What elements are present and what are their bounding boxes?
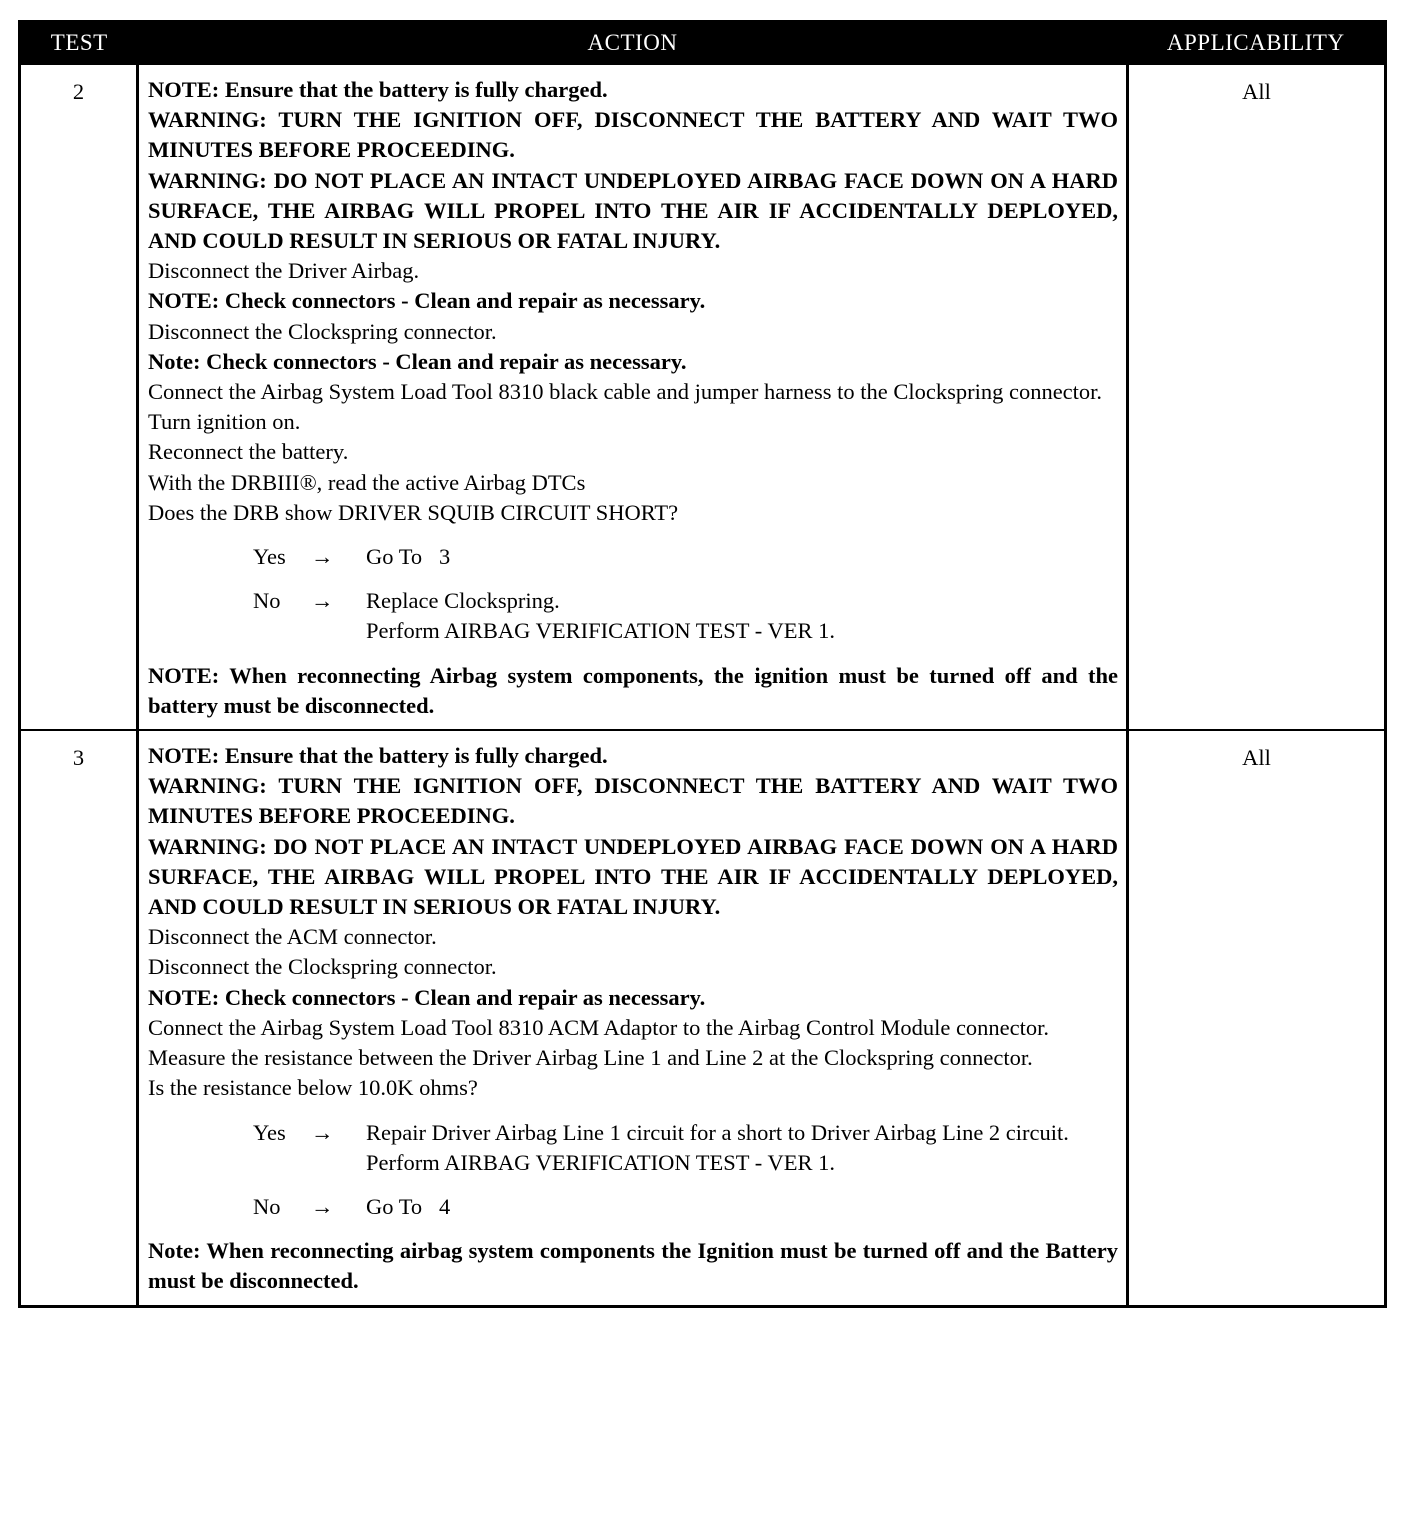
header-applicability: APPLICABILITY bbox=[1128, 22, 1386, 65]
table-row bbox=[20, 730, 1386, 1306]
action-step: Disconnect the ACM connector. bbox=[148, 924, 437, 950]
arrow-right-icon: → bbox=[311, 588, 334, 614]
test-action-cell bbox=[138, 64, 1128, 730]
action-note: NOTE: Check connectors - Clean and repair as necessary. bbox=[148, 288, 706, 314]
decision-result-line: Go To 4 bbox=[366, 1193, 451, 1219]
action-note: Note: Check connectors - Clean and repair as necessary. bbox=[148, 348, 687, 374]
decision-no bbox=[253, 586, 1118, 646]
action-step: Disconnect the Clockspring connector. bbox=[148, 954, 497, 980]
decision-result bbox=[366, 542, 1118, 572]
decision-option: Yes bbox=[253, 1119, 286, 1145]
action-note: NOTE: Check connectors - Clean and repair as necessary. bbox=[148, 984, 706, 1010]
decision-result-line: Replace Clockspring. bbox=[366, 588, 560, 614]
action-note: WARNING: TURN THE IGNITION OFF, DISCONNECT THE BATTERY AND WAIT TWO MINUTES BEFORE PROCEEDING. bbox=[148, 107, 1118, 163]
arrow-right-icon: → bbox=[311, 1193, 334, 1219]
table-header-row bbox=[20, 22, 1386, 65]
action-note: WARNING: DO NOT PLACE AN INTACT UNDEPLOYED AIRBAG FACE DOWN ON A HARD SURFACE, THE AIRBAG WILL PROPEL INTO THE AIR IF ACCIDENTALLY DEPLOYED, AND COULD RESULT IN SERIOUS OR FATAL INJURY. bbox=[148, 833, 1118, 920]
decision-result-line: Perform AIRBAG VERIFICATION TEST - VER 1. bbox=[366, 1149, 835, 1175]
action-note: NOTE: Ensure that the battery is fully charged. bbox=[148, 77, 608, 102]
decision-result-line: Go To 3 bbox=[366, 544, 451, 570]
action-step: Connect the Airbag System Load Tool 8310 ACM Adaptor to the Airbag Control Module connector. bbox=[148, 1014, 1050, 1040]
table-row bbox=[20, 64, 1386, 730]
decision-option: Yes bbox=[253, 544, 286, 570]
test-number: 3 bbox=[20, 730, 138, 1306]
header-action: ACTION bbox=[138, 22, 1128, 65]
decision-yes bbox=[253, 1118, 1118, 1178]
decision-option: No bbox=[253, 1193, 281, 1219]
arrow-right-icon: → bbox=[311, 544, 334, 570]
test-applicability: All bbox=[1128, 64, 1386, 730]
action-step: Reconnect the battery. bbox=[148, 439, 349, 465]
action-note: WARNING: DO NOT PLACE AN INTACT UNDEPLOYED AIRBAG FACE DOWN ON A HARD SURFACE, THE AIRBAG WILL PROPEL INTO THE AIR IF ACCIDENTALLY DEPLOYED, AND COULD RESULT IN SERIOUS OR FATAL INJURY. bbox=[148, 167, 1118, 254]
decision-yes bbox=[253, 542, 1118, 572]
decision-result-line: Repair Driver Airbag Line 1 circuit for a short to Driver Airbag Line 2 circuit. bbox=[366, 1119, 1069, 1145]
action-step: Turn ignition on. bbox=[148, 409, 301, 435]
decision-result bbox=[366, 1118, 1118, 1178]
reconnect-note: Note: When reconnecting airbag system components the Ignition must be turned off and the Battery must be disconnected. bbox=[148, 1238, 1118, 1294]
action-step: With the DRBIII®, read the active Airbag DTCs bbox=[148, 469, 586, 495]
action-step: Disconnect the Clockspring connector. bbox=[148, 318, 497, 344]
action-note: NOTE: Ensure that the battery is fully charged. bbox=[148, 743, 608, 769]
test-action-cell bbox=[138, 730, 1128, 1306]
test-applicability: All bbox=[1128, 730, 1386, 1306]
action-step: Is the resistance below 10.0K ohms? bbox=[148, 1075, 478, 1101]
test-number: 2 bbox=[20, 64, 138, 730]
action-note: WARNING: TURN THE IGNITION OFF, DISCONNECT THE BATTERY AND WAIT TWO MINUTES BEFORE PROCEEDING. bbox=[148, 773, 1118, 829]
diagnostic-test-table bbox=[18, 20, 1387, 1308]
action-step: Connect the Airbag System Load Tool 8310 black cable and jumper harness to the Clockspring connector. bbox=[148, 379, 1103, 405]
arrow-right-icon: → bbox=[311, 1119, 334, 1145]
table-body bbox=[20, 64, 1386, 1306]
decision-result-line: Perform AIRBAG VERIFICATION TEST - VER 1. bbox=[366, 618, 835, 644]
action-step: Disconnect the Driver Airbag. bbox=[148, 258, 420, 284]
decision-result bbox=[366, 586, 1118, 646]
decision-option: No bbox=[253, 588, 281, 614]
decision-no bbox=[253, 1192, 1118, 1222]
header-test: TEST bbox=[20, 22, 138, 65]
action-step: Does the DRB show DRIVER SQUIB CIRCUIT SHORT? bbox=[148, 499, 679, 525]
action-step: Measure the resistance between the Driver Airbag Line 1 and Line 2 at the Clockspring connector. bbox=[148, 1045, 1033, 1071]
decision-result bbox=[366, 1192, 1118, 1222]
reconnect-note: NOTE: When reconnecting Airbag system components, the ignition must be turned off and the battery must be disconnected. bbox=[148, 662, 1118, 718]
